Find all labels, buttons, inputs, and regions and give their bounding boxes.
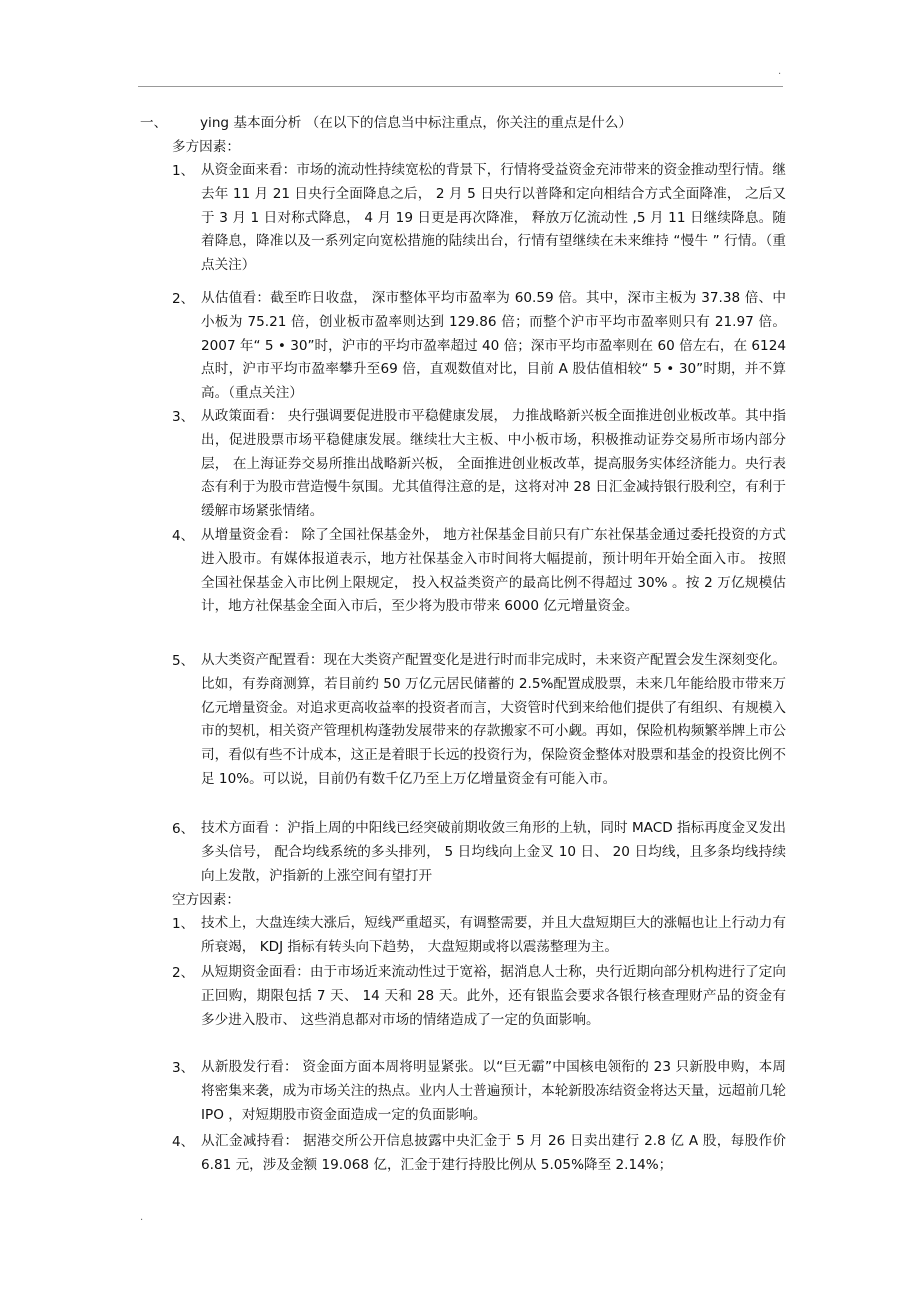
bull-item-number: 3、 (172, 409, 195, 425)
bull-item-text: 从大类资产配置看：现在大类资产配置变化是进行时而非完成时，未来资产配置会发生深刻变化。比如，有券商测算，若目前约 50 万亿元居民储蓄的 2.5%配置成股票，未来几年能给股市带来万亿元增量资金。对追求更高收益率的投资者而言，大资管时代到来给他们提供了有组织、有规模入市的契机，相关资产管理机构蓬勃发展带来的存款搬家不可小觑。再如，保险机构频繁举牌上市公司，看似有些不计成本，这正是着眼于长远的投资行为，保险资金整体对股票和基金的投资比例不足 10%。可以说，目前仍有数千亿乃至上万亿增量资金有可能入市。 (201, 652, 786, 787)
bear-item-text: 从短期资金面看：由于市场近来流动性过于宽裕，据消息人士称，央行近期向部分机构进行了定向正回购，期限包括 7 天、 14 天和 28 天。此外，还有银监会要求各银行核查理财产品的资金有多少进入股市、 这些消息都对市场的情绪造成了一定的负面影响。 (201, 964, 786, 1028)
bull-item-number: 6、 (172, 821, 195, 837)
bull-item-text: 从政策面看： 央行强调要促进股市平稳健康发展， 力推战略新兴板全面推进创业板改革。其中指出，促进股票市场平稳健康发展。继续壮大主板、中小板市场，积极推动证券交易所市场内部分层， 在上海证券交易所推出战略新兴板， 全面推进创业板改革，提高服务实体经济能力。央行表态有利于为股市营造慢牛氛围。尤其值得注意的是，这将对冲 28 日汇金减持银行股利空，有利于缓解市场紧张情绪。 (201, 408, 786, 520)
header-rule (138, 86, 783, 87)
footer-mark: . (140, 1212, 144, 1223)
bear-item-number: 3、 (172, 1060, 195, 1076)
bull-item-text: 技术方面看 ：沪指上周的中阳线已经突破前期收敛三角形的上轨，同时 MACD 指标再度金叉发出多头信号， 配合均线系统的多头排列， 5 日均线向上金叉 10 日、 20 日均线，且多条均线持续向上发散，沪指新的上涨空间有望打开 (201, 820, 786, 884)
bull-item-number: 1、 (172, 163, 195, 179)
section-number: 一、 (140, 115, 168, 131)
bear-item-number: 4、 (172, 1134, 195, 1150)
bull-item-number: 4、 (172, 528, 195, 544)
section-title: ying 基本面分析 （在以下的信息当中标注重点，你关注的重点是什么） (200, 115, 632, 131)
bull-item-text: 从资金面来看：市场的流动性持续宽松的背景下，行情将受益资金充沛带来的资金推动型行情。继去年 11 月 21 日央行全面降息之后， 2 月 5 日央行以普降和定向相结合方式全面降准， 之后又于 3 月 1 日对称式降息， 4 月 19 日更是再次降准， 释放万亿流动性 ,5 月 11 日继续降息。随着降息，降准以及一系列定向宽松措施的陆续出台，行情有望继续在未来维持 “慢牛 ” 行情。（重点关注） (201, 162, 786, 274)
bear-item-text: 从新股发行看： 资金面方面本周将明显紧张。以“巨无霸”中国核电领衔的 23 只新股申购，本周将密集来袭，成为市场关注的热点。业内人士普遍预计，本轮新股冻结资金将达天量，远超前几轮 IPO ，对短期股市资金面造成一定的负面影响。 (201, 1059, 786, 1123)
bear-factors-label: 空方因素： (172, 892, 240, 908)
bull-item-number: 5、 (172, 653, 195, 669)
bear-item-text: 技术上，大盘连续大涨后，短线严重超买，有调整需要，并且大盘短期巨大的涨幅也让上行动力有所衰竭， KDJ 指标有转头向下趋势， 大盘短期或将以震荡整理为主。 (201, 915, 786, 955)
bull-item-number: 2、 (172, 291, 195, 307)
bear-item-text: 从汇金减持看： 据港交所公开信息披露中央汇金于 5 月 26 日卖出建行 2.8 亿 A 股，每股作价 6.81 元，涉及金额 19.068 亿，汇金于建行持股比例从 5.05%降至 2.14%； (201, 1133, 786, 1173)
bull-item-text: 从增量资金看： 除了全国社保基金外， 地方社保基金目前只有广东社保基金通过委托投资的方式进入股市。有媒体报道表示，地方社保基金入市时间将大幅提前，预计明年开始全面入市。 按照全国社保基金入市比例上限规定， 投入权益类资产的最高比例不得超过 30% 。按 2 万亿规模估计，地方社保基金全面入市后，至少将为股市带来 6000 亿元增量资金。 (201, 527, 786, 615)
bear-item-number: 1、 (172, 916, 195, 932)
bull-factors-label: 多方因素： (172, 139, 240, 155)
header-mark: . (778, 66, 782, 77)
bear-item-number: 2、 (172, 965, 195, 981)
bull-item-text: 从估值看：截至昨日收盘， 深市整体平均市盈率为 60.59 倍。其中，深市主板为 37.38 倍、中小板为 75.21 倍，创业板市盈率则达到 129.86 倍；而整个沪市平均市盈率则只有 21.97 倍。 2007 年“ 5 • 30”时，沪市的平均市盈率超过 40 倍；深市平均市盈率则在 60 倍左右，在 6124 点时，沪市平均市盈率攀升至69 倍，直观数值对比，目前 A 股估值相较“ 5 • 30”时期，并不算高。（重点关注） (201, 290, 786, 402)
